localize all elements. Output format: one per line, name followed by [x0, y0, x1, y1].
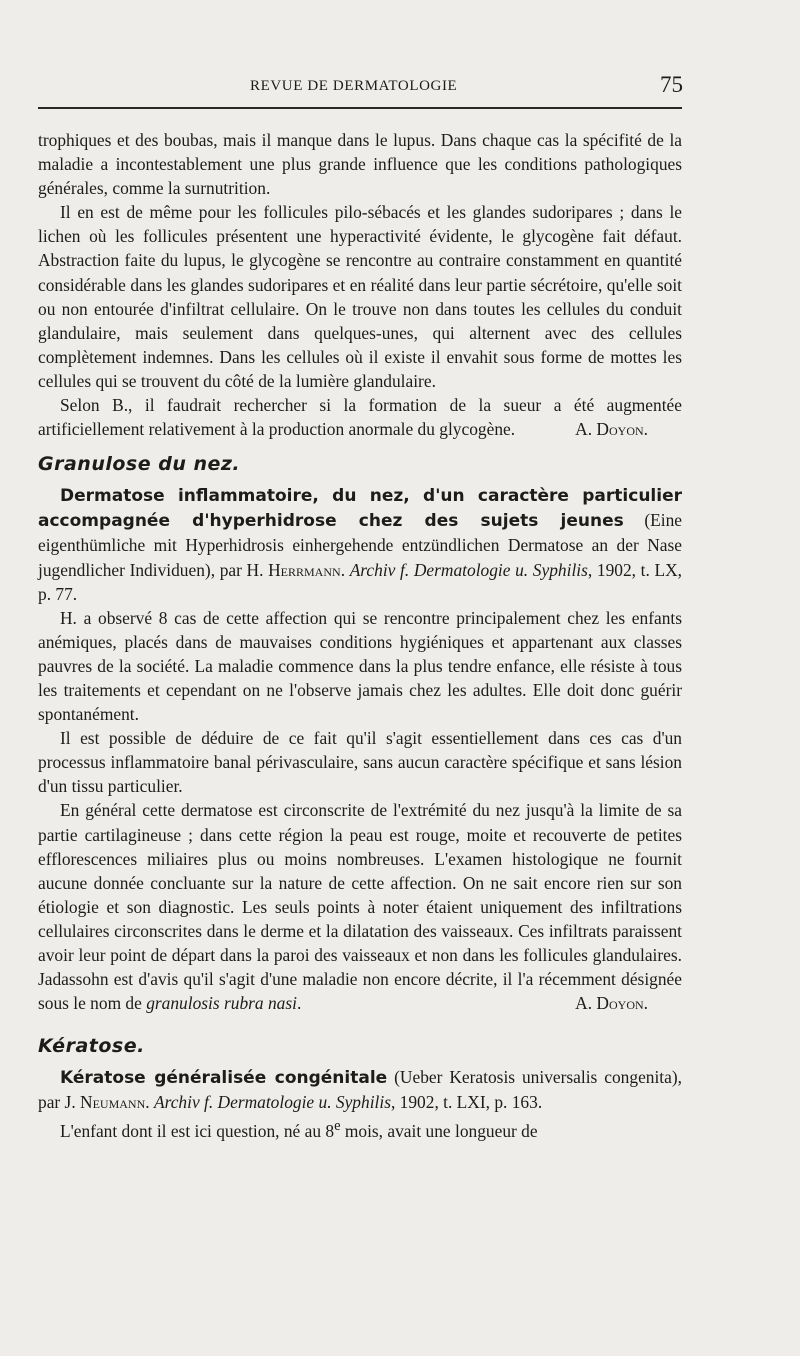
section-heading-granulose: Granulose du nez. [38, 453, 241, 476]
page-number: 75 [660, 72, 683, 97]
citation-text: (Eine eigenthümliche mit Hyperhidrosis einhergehende entzündlichen Dermatose an der Nase jugendlicher Individuen), par H. [38, 510, 682, 580]
paragraph [38, 1114, 682, 1143]
citation-reference: , 1902, t. LX, p. 77. [38, 559, 682, 604]
paragraph-end: mois, avait une longueur de [340, 1121, 538, 1142]
article-title: Dermatose inflammatoire, du nez, d'un caractère particulier accompagnée d'hyperhidrose chez des sujets jeunes [38, 486, 682, 532]
article-citation [38, 1065, 682, 1114]
paragraph [38, 798, 682, 1015]
paragraph: Il en est de même pour les follicules pilo-sébacés et les glandes sudoripares ; dans le lichen où les follicules présentent une hyperactivité évidente, le glycogène fait défaut. Abstraction faite du lupus, le glycogène se rencontre au contraire constamment en quantité considérable dans les glandes sudoripares et en réalité dans leur partie sécrétoire, qu'elle soit ou non entourée d'infiltrat cellulaire. On le trouve non dans toutes les cellules du conduit glandulaire, mais seulement dans quelques-unes, qui alternent avec des cellules complètement indemnes. Dans les cellules où il existe il envahit sous forme de mottes les cellules qui se trouvent du côté de la lumière glandulaire. [38, 202, 682, 391]
article-citation: Dermatose inflammatoire, du nez, d'un caractère particulier accompagnée d'hyperhidrose chez des sujets jeunes (Eine eigenthümliche mit Hyperhidrosis einhergehende entzündlichen Dermatose an der Nase jugendlicher Individuen), par H. Herrmann. Archiv f. Dermatologie u. Syphilis, 1902, t. LX, p. 77. [38, 486, 682, 604]
page-header [0, 74, 800, 102]
paragraph-text: L'enfant dont il est ici question, né au 8 [60, 1121, 335, 1142]
paragraph: H. a observé 8 cas de cette affection qui se rencontre principalement chez les enfants anémiques, placés dans de mauvaises conditions hygiéniques et appartenant aux classes pauvres de la société. La maladie commence dans la plus tendre enfance, elle résiste à tous les traitements et cependant on ne l'observe jamais chez les adultes. Elle doit donc guérir spontanément. [38, 607, 682, 725]
author-signature: A. Doyon. [575, 419, 648, 440]
article-title: Kératose généralisée congénitale [60, 1068, 388, 1089]
citation-journal: Archiv f. Dermatologie u. Syphilis [153, 1092, 391, 1113]
latin-term: granulosis rubra nasi [146, 993, 297, 1014]
header-rule [38, 107, 682, 109]
section-heading-keratose: Kératose. [38, 1035, 145, 1058]
paragraph-text: En général cette dermatose est circonscrite de l'extrémité du nez jusqu'à la limite de sa partie cartilagineuse ; dans cette région la peau est rouge, moite et recouverte de petites efflorescences miliaires plus ou moins nombreuses. L'examen histologique ne fournit aucune donnée concluante sur la nature de cette affection. On ne sait encore rien sur son étiologie et son diagnostic. Les seuls points à noter étaient uniquement des infiltrations cellulaires circonscrites dans le derme et la dilatation des vaisseaux. Ces infiltrats paraissent avoir leur point de départ dans la paroi des vaisseaux et non dans les follicules glandulaires. Jadassohn est d'avis qu'il s'agit d'une maladie non encore décrite, il l'a récemment désignée sous le nom de [38, 800, 682, 1014]
citation-author: Herrmann [268, 559, 341, 580]
citation-author: Neumann [80, 1092, 146, 1113]
citation-separator: . [145, 1092, 154, 1113]
paragraph [38, 393, 682, 441]
paragraph-text: Selon B., il faudrait rechercher si la formation de la sueur a été augmentée artificiellement relativement à la production anormale du glycogène. [38, 395, 682, 440]
paragraph-end: . [296, 993, 302, 1014]
paragraph: Il est possible de déduire de ce fait qu'il s'agit essentiellement dans ces cas d'un processus inflammatoire banal périvasculaire, sans aucun caractère spécifique et sans lésion d'un tissu particulier. [38, 728, 682, 797]
superscript: e [334, 1118, 341, 1135]
paragraph: trophiques et des boubas, mais il manque dans le lupus. Dans chaque cas la spécifité de la maladie a incontestablement une plus grande influence que les conditions pathologiques générales, comme la surnutrition. [38, 130, 682, 199]
citation-reference: , 1902, t. LXI, p. 163. [390, 1092, 543, 1113]
citation-text: (Ueber Keratosis universalis congenita), par J. [38, 1067, 682, 1113]
running-title: REVUE DE DERMATOLOGIE [250, 78, 458, 94]
page-body [38, 128, 682, 1143]
citation-journal: Archiv f. Dermatologie u. Syphilis [349, 559, 588, 580]
author-signature: A. Doyon. [575, 993, 648, 1014]
